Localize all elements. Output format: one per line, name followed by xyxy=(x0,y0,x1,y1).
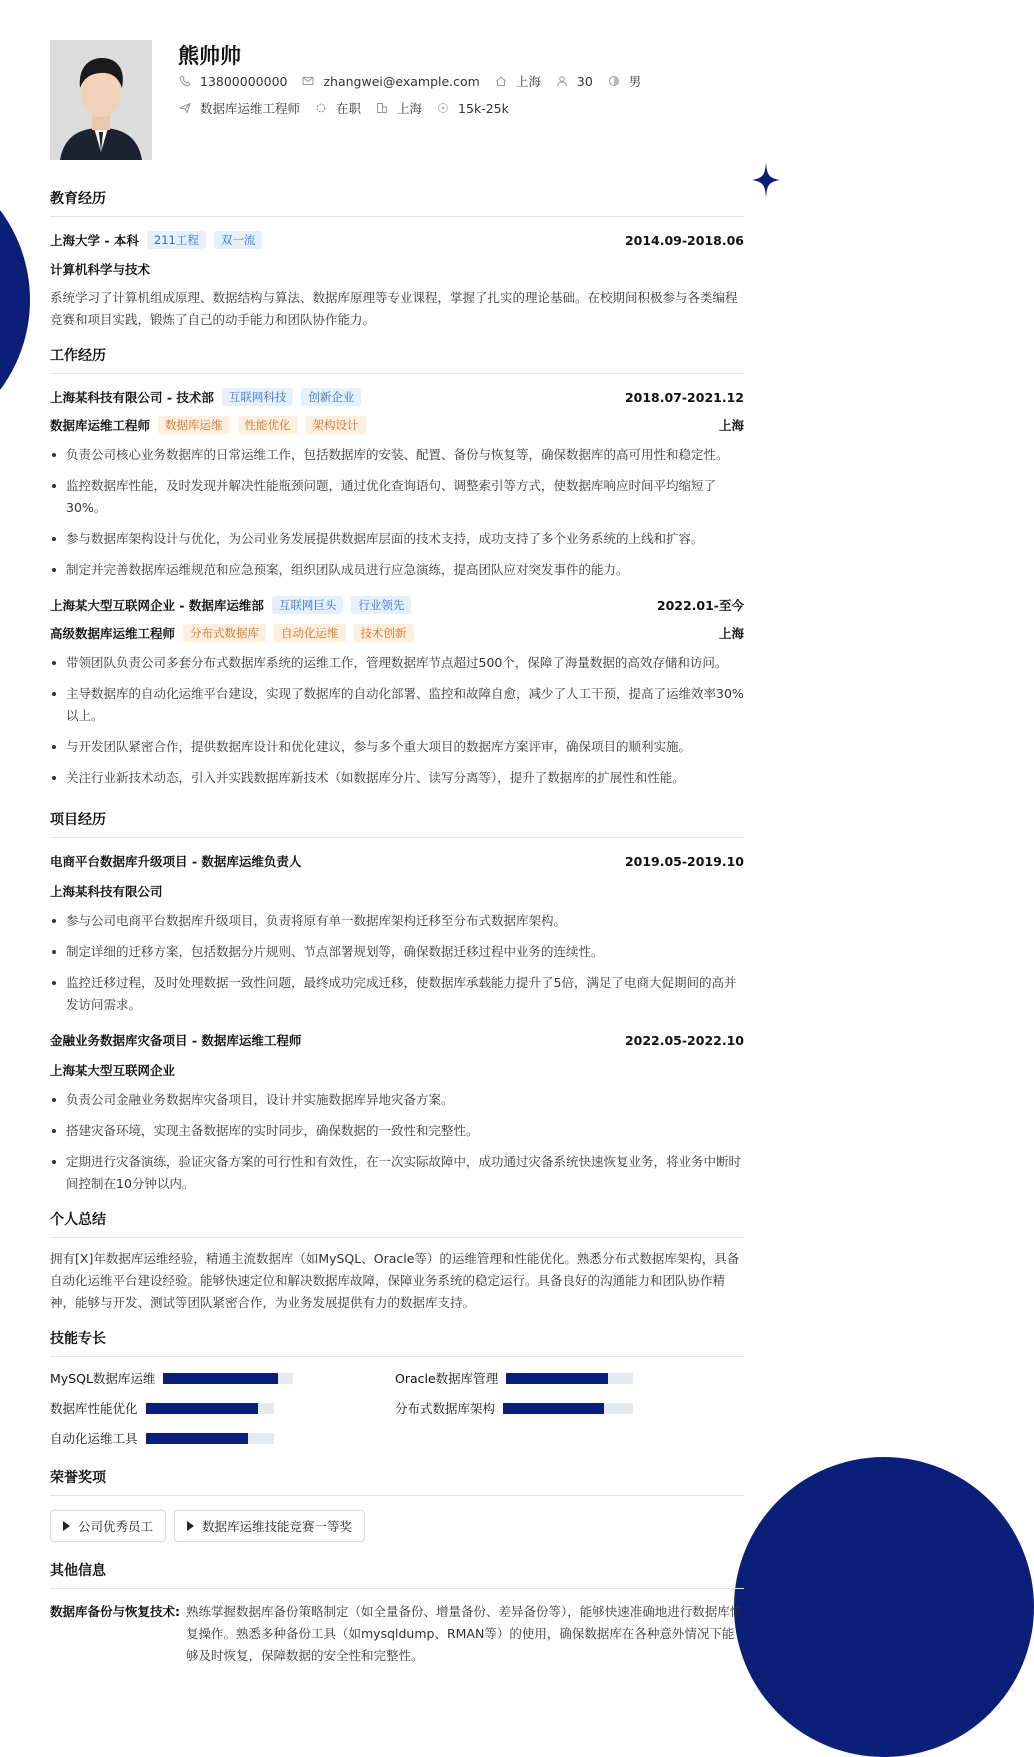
education-section xyxy=(50,188,744,331)
job-entry xyxy=(50,596,744,789)
skill-bar xyxy=(163,1373,293,1384)
project-entry xyxy=(50,1031,744,1195)
list-item: 制定并完善数据库运维规范和应急预案，组织团队成员进行应急演练，提高团队应对突发事件的能力。 xyxy=(50,559,744,581)
skill-bar-fill xyxy=(146,1433,248,1444)
job-bullets xyxy=(50,652,744,789)
skill-bar-fill xyxy=(503,1403,604,1414)
company-tag: 行业领先 xyxy=(351,596,411,614)
other-label: 数据库备份与恢复技术: xyxy=(50,1604,180,1619)
education-header xyxy=(50,231,744,249)
other-row xyxy=(50,1601,744,1667)
avatar-portrait xyxy=(50,40,152,160)
education-date: 2014.09-2018.06 xyxy=(624,232,744,248)
list-item: 监控迁移过程，及时处理数据一致性问题，最终成功完成迁移，使数据库承载能力提升了5倍，满足了电商大促期间的高并发访问需求。 xyxy=(50,972,744,1016)
project-header xyxy=(50,1031,744,1049)
candidate-name: 熊帅帅 xyxy=(178,44,241,68)
job-header xyxy=(50,596,744,614)
avatar xyxy=(50,40,152,160)
project-company: 上海某大型互联网企业 xyxy=(50,1063,176,1078)
job-position-row xyxy=(50,624,744,642)
phone-item xyxy=(178,74,287,89)
profile-header xyxy=(50,0,744,170)
job-location: 上海 xyxy=(718,418,744,433)
section-title-summary: 个人总结 xyxy=(50,1209,744,1238)
skill-bar-fill xyxy=(146,1403,259,1414)
job-location: 上海 xyxy=(718,626,744,641)
job-date: 2022.01-至今 xyxy=(656,598,744,613)
list-item: 监控数据库性能，及时发现并解决性能瓶颈问题，通过优化查询语句、调整索引等方式，使数据库响应时间平均缩短了30%。 xyxy=(50,475,744,519)
skill-bar-fill xyxy=(506,1373,608,1384)
list-item: 关注行业新技术动态，引入并实践数据库新技术（如数据库分片、读写分离等），提升了数据库的扩展性和性能。 xyxy=(50,767,744,789)
age-text: 30 xyxy=(576,73,593,89)
company-name: 上海某科技有限公司 - 技术部 xyxy=(50,390,214,405)
project-company: 上海某科技有限公司 xyxy=(50,884,163,899)
list-item: 负责公司核心业务数据库的日常运维工作，包括数据库的安装、配置、备份与恢复等，确保数据库的高可用性和稳定性。 xyxy=(50,444,744,466)
education-description: 系统学习了计算机组成原理、数据结构与算法、数据库原理等专业课程，掌握了扎实的理论基础。在校期间积极参与各类编程竞赛和项目实践，锻炼了自己的动手能力和团队协作能力。 xyxy=(50,290,738,327)
send-icon xyxy=(178,101,192,115)
company-name: 上海某大型互联网企业 - 数据库运维部 xyxy=(50,598,264,613)
skill-item xyxy=(395,1399,740,1417)
building-icon xyxy=(375,101,389,115)
list-item: 与开发团队紧密合作，提供数据库设计和优化建议，参与多个重大项目的数据库方案评审，确保项目的顺利实施。 xyxy=(50,736,744,758)
job-position-row xyxy=(50,416,744,434)
skill-bar xyxy=(146,1433,274,1444)
job-bullets xyxy=(50,444,744,581)
award-label: 公司优秀员工 xyxy=(78,1519,154,1534)
skill-item xyxy=(50,1429,395,1447)
skill-name: MySQL数据库运维 xyxy=(50,1371,156,1386)
section-title-projects: 项目经历 xyxy=(50,809,744,838)
skills-grid xyxy=(50,1369,744,1447)
awards-list xyxy=(50,1510,744,1542)
salary-text: 15k-25k xyxy=(458,100,509,116)
skill-bar xyxy=(146,1403,274,1414)
decorative-circle-right xyxy=(734,1457,1034,1757)
section-title-skills: 技能专长 xyxy=(50,1328,744,1357)
salary-item xyxy=(436,101,509,116)
location-item xyxy=(494,72,541,90)
awards-section xyxy=(50,1467,744,1542)
section-title-education: 教育经历 xyxy=(50,188,744,217)
section-title-awards: 荣誉奖项 xyxy=(50,1467,744,1496)
school-tag: 211工程 xyxy=(147,231,206,249)
company-tag: 互联网巨头 xyxy=(272,596,344,614)
skills-section xyxy=(50,1328,744,1447)
position-tag: 数据库运维 xyxy=(158,416,230,434)
skill-bar-fill xyxy=(163,1373,277,1384)
home-icon xyxy=(494,74,508,88)
resume-content xyxy=(50,0,744,1667)
skill-name: 分布式数据库架构 xyxy=(395,1401,496,1416)
summary-section xyxy=(50,1209,744,1314)
job-header xyxy=(50,388,744,406)
position-tag: 自动化运维 xyxy=(274,624,346,642)
projects-section xyxy=(50,809,744,1195)
email-item xyxy=(301,74,479,89)
skill-name: 数据库性能优化 xyxy=(50,1401,138,1416)
summary-text: 拥有[X]年数据库运维经验，精通主流数据库（如MySQL、Oracle等）的运维管理和性能优化。熟悉分布式数据库架构，具备自动化运维平台建设经验。能够快速定位和解决数据库故障，保障业务系统的稳定运行。具备良好的沟通能力和团队协作精神，能够与开发、测试等团队紧密合作，为业务发展提供有力的数据库支持。 xyxy=(50,1251,740,1310)
education-school xyxy=(50,231,262,249)
company-tag: 创新企业 xyxy=(301,388,361,406)
list-item: 参与公司电商平台数据库升级项目，负责将原有单一数据库架构迁移至分布式数据库架构。 xyxy=(50,910,744,932)
job-row xyxy=(178,99,523,117)
project-name: 电商平台数据库升级项目 - 数据库运维负责人 xyxy=(50,854,302,869)
project-name: 金融业务数据库灾备项目 - 数据库运维工程师 xyxy=(50,1033,302,1048)
project-date: 2022.05-2022.10 xyxy=(624,1032,744,1048)
job-company xyxy=(50,596,411,614)
skill-name: Oracle数据库管理 xyxy=(395,1371,499,1386)
project-entry xyxy=(50,852,744,1016)
contact-row xyxy=(178,72,655,90)
job-date: 2018.07-2021.12 xyxy=(624,389,744,405)
position-name: 高级数据库运维工程师 xyxy=(50,626,176,641)
position-tag: 技术创新 xyxy=(354,624,414,642)
job-position xyxy=(50,416,366,434)
position-tag: 性能优化 xyxy=(238,416,298,434)
skill-bar xyxy=(503,1403,633,1414)
work-section xyxy=(50,345,744,789)
other-text: 熟练掌握数据库备份策略制定（如全量备份、增量备份、差异备份等），能够快速准确地进行数据库恢复操作。熟悉多种备份工具（如mysqldump、RMAN等）的使用，确保数据库在各种意外情况下能够及时恢复，保障数据的安全性和完整性。 xyxy=(186,1604,743,1663)
mail-icon xyxy=(301,74,315,88)
list-item: 参与数据库架构设计与优化，为公司业务发展提供数据库层面的技术支持，成功支持了多个业务系统的上线和扩容。 xyxy=(50,528,744,550)
project-bullets xyxy=(50,910,744,1016)
section-title-work: 工作经历 xyxy=(50,345,744,374)
status-icon xyxy=(314,101,328,115)
status-item xyxy=(314,99,361,117)
play-icon xyxy=(63,1521,70,1531)
job-company xyxy=(50,388,361,406)
company-tag: 互联网科技 xyxy=(222,388,294,406)
phone-icon xyxy=(178,74,192,88)
award-item xyxy=(50,1510,166,1542)
section-title-other: 其他信息 xyxy=(50,1560,744,1589)
list-item: 负责公司金融业务数据库灾备项目，设计并实施数据库异地灾备方案。 xyxy=(50,1089,744,1111)
position-tag: 分布式数据库 xyxy=(183,624,266,642)
location-text: 上海 xyxy=(515,74,541,89)
email-text: zhangwei@example.com xyxy=(323,73,480,89)
project-header xyxy=(50,852,744,870)
status-text: 在职 xyxy=(336,101,362,116)
school-name: 上海大学 - 本科 xyxy=(50,233,139,248)
city-item xyxy=(375,99,422,117)
list-item: 搭建灾备环境，实现主备数据库的实时同步，确保数据的一致性和完整性。 xyxy=(50,1120,744,1142)
skill-item xyxy=(50,1369,395,1387)
play-icon xyxy=(187,1521,194,1531)
school-tag: 双一流 xyxy=(214,231,263,249)
job-title-text: 数据库运维工程师 xyxy=(200,101,301,116)
position-name: 数据库运维工程师 xyxy=(50,418,151,433)
award-label: 数据库运维技能竞赛一等奖 xyxy=(202,1519,353,1534)
city-text: 上海 xyxy=(397,101,423,116)
list-item: 制定详细的迁移方案，包括数据分片规则、节点部署规划等，确保数据迁移过程中业务的连续性。 xyxy=(50,941,744,963)
other-section xyxy=(50,1560,744,1667)
phone-text: 13800000000 xyxy=(200,73,288,89)
skill-name: 自动化运维工具 xyxy=(50,1431,138,1446)
award-item xyxy=(174,1510,365,1542)
gender-text: 男 xyxy=(628,74,642,89)
job-title-item xyxy=(178,99,300,117)
project-bullets xyxy=(50,1089,744,1195)
age-item xyxy=(555,74,593,89)
skill-bar xyxy=(506,1373,633,1384)
decorative-circle-left xyxy=(0,150,30,450)
project-date: 2019.05-2019.10 xyxy=(624,853,744,869)
skill-item xyxy=(395,1369,740,1387)
sparkle-icon xyxy=(752,162,780,198)
gender-item xyxy=(607,72,642,90)
list-item: 定期进行灾备演练，验证灾备方案的可行性和有效性，在一次实际故障中，成功通过灾备系统快速恢复业务，将业务中断时间控制在10分钟以内。 xyxy=(50,1151,744,1195)
list-item: 带领团队负责公司多套分布式数据库系统的运维工作，管理数据库节点超过500个，保障了海量数据的高效存储和访问。 xyxy=(50,652,744,674)
money-icon xyxy=(436,101,450,115)
skill-item xyxy=(50,1399,395,1417)
gender-icon xyxy=(607,74,621,88)
job-entry xyxy=(50,388,744,581)
list-item: 主导数据库的自动化运维平台建设，实现了数据库的自动化部署、监控和故障自愈，减少了人工干预，提高了运维效率30%以上。 xyxy=(50,683,744,727)
education-major: 计算机科学与技术 xyxy=(50,262,151,277)
user-icon xyxy=(555,74,569,88)
job-position xyxy=(50,624,414,642)
position-tag: 架构设计 xyxy=(306,416,366,434)
